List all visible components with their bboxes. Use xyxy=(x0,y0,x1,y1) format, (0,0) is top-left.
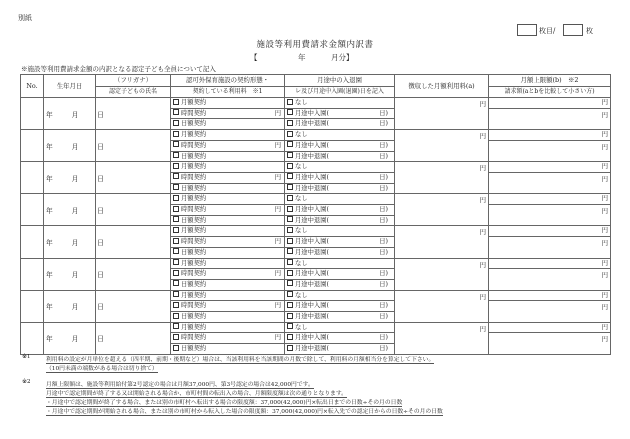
inout-day-close: 日) xyxy=(379,302,388,310)
checkbox-icon[interactable] xyxy=(173,120,179,126)
inout-option-none[interactable] xyxy=(285,194,395,205)
inout-day-close: 日) xyxy=(379,248,388,256)
checkbox-icon[interactable] xyxy=(173,291,179,297)
fee-yen: 円 xyxy=(479,324,486,333)
cap-yen: 円 xyxy=(601,226,608,235)
inout-option-none[interactable] xyxy=(285,258,395,269)
table-row xyxy=(21,258,611,269)
contract-option-hourly[interactable] xyxy=(171,140,285,151)
footnote-2-line2: 月途中で認定期間が終了する又は開始される場合か、市町村間の転出入の場合、月額限度額は次の通りとなります。 xyxy=(46,388,347,398)
contract-option-monthly[interactable] xyxy=(171,258,285,269)
contract-option-hourly[interactable] xyxy=(171,301,285,312)
contract-option-hourly[interactable] xyxy=(171,237,285,248)
form-title: 施設等利用費請求金額内訳書 xyxy=(256,40,374,50)
page-number-field[interactable] xyxy=(517,24,537,36)
cap-amount-cell[interactable] xyxy=(489,322,611,333)
claim-amount-cell[interactable] xyxy=(489,301,611,322)
checkbox-icon[interactable] xyxy=(287,238,293,244)
contract-option-label: 月額契約 xyxy=(181,323,207,331)
inout-option-label: なし xyxy=(295,259,308,267)
inout-option-label: 月途中入園( xyxy=(295,109,329,117)
contract-option-hourly[interactable] xyxy=(171,108,285,119)
cap-yen: 円 xyxy=(601,162,608,171)
contract-option-label: 月額契約 xyxy=(181,131,207,139)
cap-yen: 円 xyxy=(601,98,608,106)
table-row xyxy=(21,194,611,205)
row-number[interactable] xyxy=(21,290,44,322)
page-total-label: 枚 xyxy=(586,27,593,35)
footnote-1-line2: （10円未満の端数がある場合は切り捨て） xyxy=(46,363,158,373)
inout-option-label: 月途中退園( xyxy=(295,280,329,288)
header-inout-1: 月途中の入退園 xyxy=(285,75,395,87)
header-contract-2: 契約している利用料 ※1 xyxy=(171,87,285,98)
contract-option-label: 時間契約 xyxy=(181,334,207,342)
inout-option-mid_entry[interactable] xyxy=(285,269,395,280)
contract-option-label: 日額契約 xyxy=(181,248,207,256)
contract-option-label: 日額契約 xyxy=(181,184,207,192)
inout-day-close: 日) xyxy=(379,280,388,288)
checkbox-icon[interactable] xyxy=(173,195,179,201)
table-row xyxy=(21,98,611,109)
header-contract-1: 認可外保育施設の契約形態・ xyxy=(171,75,285,87)
contract-option-monthly[interactable] xyxy=(171,290,285,301)
contract-option-label: 時間契約 xyxy=(181,109,207,117)
contract-option-daily[interactable] xyxy=(171,279,285,290)
cap-yen: 円 xyxy=(601,194,608,203)
inout-option-none[interactable] xyxy=(285,98,395,109)
inout-day-close: 日) xyxy=(379,238,388,246)
cap-amount-cell[interactable] xyxy=(489,258,611,269)
checkbox-icon[interactable] xyxy=(173,173,179,179)
contract-option-hourly[interactable] xyxy=(171,205,285,216)
footnote-1-line1: 利用料の設定が月単位を超える（四半期、前期・後期など）場合は、当該利用料を当該期間の月数で除して、利用料の月額相当分を算定して下さい。 xyxy=(46,354,434,364)
inout-option-label: 月途中入園( xyxy=(295,302,329,310)
cap-yen: 円 xyxy=(601,130,608,139)
contract-option-monthly[interactable] xyxy=(171,162,285,173)
footnote-2-line3: ・月途中で認定期間が終了する場合、または別の市町村へ転出する場合の限度額：37,000(42,000)円×転出日までの日数÷その月の日数 xyxy=(46,397,402,407)
contract-option-label: 月額契約 xyxy=(181,259,207,267)
row-dob[interactable]: 年 月 日 xyxy=(44,194,96,226)
inout-option-label: 月途中退園( xyxy=(295,313,329,321)
inout-option-mid_exit[interactable] xyxy=(285,279,395,290)
row-number[interactable] xyxy=(21,194,44,226)
header-monthly-fee: 徴収した月額利用料(a) xyxy=(395,75,489,98)
breakdown-table xyxy=(20,74,611,355)
contract-yen: 円 xyxy=(274,302,281,310)
checkbox-icon[interactable] xyxy=(173,270,179,276)
fee-yen: 円 xyxy=(479,132,486,141)
header-name-kana: （フリガナ） xyxy=(96,75,171,87)
inout-option-label: 月途中退園( xyxy=(295,248,329,256)
contract-option-daily[interactable] xyxy=(171,344,285,355)
checkbox-icon[interactable] xyxy=(173,259,179,265)
inout-option-label: 月途中退園( xyxy=(295,345,329,353)
row-number[interactable] xyxy=(21,226,44,258)
claim-yen: 円 xyxy=(601,239,608,248)
claim-yen: 円 xyxy=(601,207,608,216)
checkbox-icon[interactable] xyxy=(287,280,293,286)
contract-option-label: 月額契約 xyxy=(181,99,207,106)
contract-yen: 円 xyxy=(274,206,281,214)
checkbox-icon[interactable] xyxy=(287,270,293,276)
contract-option-label: 日額契約 xyxy=(181,313,207,321)
monthly-fee-cell[interactable] xyxy=(395,98,489,130)
checkbox-icon[interactable] xyxy=(287,334,293,340)
checkbox-icon[interactable] xyxy=(173,206,179,212)
inout-option-label: 月途中退園( xyxy=(295,184,329,192)
claim-amount-cell[interactable] xyxy=(489,237,611,258)
row-number[interactable] xyxy=(21,258,44,290)
period-year: 年 xyxy=(298,53,306,62)
row-number[interactable] xyxy=(21,162,44,194)
inout-day-close: 日) xyxy=(379,109,388,117)
row-number[interactable] xyxy=(21,98,44,130)
row-number[interactable] xyxy=(21,130,44,162)
cap-amount-cell[interactable] xyxy=(489,130,611,141)
claim-amount-cell[interactable] xyxy=(489,140,611,161)
inout-option-label: なし xyxy=(295,131,308,139)
checkbox-icon[interactable] xyxy=(173,184,179,190)
inout-day-close: 日) xyxy=(379,152,388,160)
checkbox-icon[interactable] xyxy=(173,216,179,222)
monthly-fee-cell[interactable] xyxy=(395,322,489,354)
inout-day-close: 日) xyxy=(379,184,388,192)
contract-option-label: 日額契約 xyxy=(181,120,207,128)
inout-option-none[interactable] xyxy=(285,290,395,301)
contract-option-daily[interactable] xyxy=(171,312,285,323)
contract-option-label: 月額契約 xyxy=(181,195,207,203)
row-dob[interactable]: 年 月 日 xyxy=(44,258,96,290)
inout-option-none[interactable] xyxy=(285,322,395,333)
monthly-fee-cell[interactable] xyxy=(395,290,489,322)
checkbox-icon[interactable] xyxy=(173,163,179,169)
checkbox-icon[interactable] xyxy=(173,99,179,105)
contract-option-hourly[interactable] xyxy=(171,172,285,183)
claim-yen: 円 xyxy=(601,335,608,344)
contract-option-label: 時間契約 xyxy=(181,173,207,181)
checkbox-icon[interactable] xyxy=(173,345,179,351)
checkbox-icon[interactable] xyxy=(287,184,293,190)
checkbox-icon[interactable] xyxy=(173,280,179,286)
inout-option-label: 月途中退園( xyxy=(295,152,329,160)
cap-yen: 円 xyxy=(601,290,608,299)
checkbox-icon[interactable] xyxy=(287,163,293,169)
inout-option-mid_exit[interactable] xyxy=(285,312,395,323)
inout-option-label: なし xyxy=(295,227,308,235)
checkbox-icon[interactable] xyxy=(173,323,179,329)
contract-option-label: 時間契約 xyxy=(181,302,207,310)
row-dob[interactable]: 年 月 日 xyxy=(44,98,96,130)
fee-yen: 円 xyxy=(479,100,486,108)
table-body xyxy=(21,98,611,355)
checkbox-icon[interactable] xyxy=(173,141,179,147)
inout-option-mid_exit[interactable] xyxy=(285,151,395,162)
inout-option-mid_exit[interactable] xyxy=(285,215,395,226)
inout-option-label: 月途中入園( xyxy=(295,206,329,214)
checkbox-icon[interactable] xyxy=(173,238,179,244)
checkbox-icon[interactable] xyxy=(287,99,293,105)
claim-yen: 円 xyxy=(601,142,608,151)
monthly-fee-cell[interactable] xyxy=(395,226,489,258)
row-dob[interactable]: 年 月 日 xyxy=(44,290,96,322)
contract-yen: 円 xyxy=(274,109,281,117)
checkbox-icon[interactable] xyxy=(173,131,179,137)
claim-yen: 円 xyxy=(601,110,608,119)
contract-option-daily[interactable] xyxy=(171,215,285,226)
claim-amount-cell[interactable] xyxy=(489,108,611,129)
footnote-1-mark: ※1 xyxy=(22,354,31,360)
checkbox-icon[interactable] xyxy=(287,259,293,265)
table-row xyxy=(21,290,611,301)
contract-yen: 円 xyxy=(274,141,281,149)
checkbox-icon[interactable] xyxy=(287,227,293,233)
contract-option-label: 日額契約 xyxy=(181,216,207,224)
checkbox-icon[interactable] xyxy=(287,120,293,126)
checkbox-icon[interactable] xyxy=(173,248,179,254)
checkbox-icon[interactable] xyxy=(287,195,293,201)
header-cap-2: 請求額(aとbを比較して小さい方) xyxy=(489,87,611,98)
inout-day-close: 日) xyxy=(379,345,388,353)
claim-amount-cell[interactable] xyxy=(489,172,611,193)
table-row xyxy=(21,226,611,237)
inout-option-label: 月途中退園( xyxy=(295,120,329,128)
inout-day-close: 日) xyxy=(379,216,388,224)
fee-yen: 円 xyxy=(479,292,486,301)
cap-yen: 円 xyxy=(601,258,608,267)
period-bracket-open: 【 xyxy=(250,53,258,62)
inout-day-close: 日) xyxy=(379,120,388,128)
inout-option-mid_entry[interactable] xyxy=(285,237,395,248)
inout-option-mid_exit[interactable] xyxy=(285,183,395,194)
page-total-field[interactable] xyxy=(563,24,583,36)
checkbox-icon[interactable] xyxy=(287,131,293,137)
footnote-2-line4: ・月途中で認定期間が開始される場合、または別の市町村から転入した場合の限度額：37,000(42,000)円×転入先での認定日からの日数÷その月の日数 xyxy=(46,406,443,416)
inout-option-none[interactable] xyxy=(285,130,395,141)
contract-option-monthly[interactable] xyxy=(171,130,285,141)
fee-yen: 円 xyxy=(479,164,486,173)
inout-option-mid_exit[interactable] xyxy=(285,119,395,130)
checkbox-icon[interactable] xyxy=(173,109,179,115)
inout-option-label: 月途中退園( xyxy=(295,216,329,224)
claim-amount-cell[interactable] xyxy=(489,205,611,226)
inout-option-mid_exit[interactable] xyxy=(285,344,395,355)
checkbox-icon[interactable] xyxy=(173,334,179,340)
contract-option-label: 日額契約 xyxy=(181,152,207,160)
inout-option-label: なし xyxy=(295,195,308,203)
inout-option-mid_exit[interactable] xyxy=(285,247,395,258)
checkbox-icon[interactable] xyxy=(173,227,179,233)
claim-yen: 円 xyxy=(601,271,608,280)
contract-option-label: 時間契約 xyxy=(181,270,207,278)
contract-option-label: 月額契約 xyxy=(181,291,207,299)
contract-yen: 円 xyxy=(274,238,281,246)
contract-option-monthly[interactable] xyxy=(171,322,285,333)
inout-option-label: なし xyxy=(295,163,308,171)
row-number[interactable] xyxy=(21,322,44,354)
fee-yen: 円 xyxy=(479,260,486,269)
monthly-fee-cell[interactable] xyxy=(395,194,489,226)
contract-option-daily[interactable] xyxy=(171,183,285,194)
inout-day-close: 日) xyxy=(379,313,388,321)
contract-option-label: 時間契約 xyxy=(181,206,207,214)
contract-yen: 円 xyxy=(274,270,281,278)
cap-amount-cell[interactable] xyxy=(489,162,611,173)
inout-day-close: 日) xyxy=(379,141,388,149)
claim-amount-cell[interactable] xyxy=(489,333,611,354)
inout-day-close: 日) xyxy=(379,270,388,278)
inout-option-label: なし xyxy=(295,291,308,299)
table-row xyxy=(21,162,611,173)
inout-option-none[interactable] xyxy=(285,162,395,173)
inout-option-none[interactable] xyxy=(285,226,395,237)
checkbox-icon[interactable] xyxy=(287,313,293,319)
footnote-2-mark: ※2 xyxy=(22,379,31,385)
checkbox-icon[interactable] xyxy=(287,216,293,222)
inout-day-close: 日) xyxy=(379,173,388,181)
contract-option-daily[interactable] xyxy=(171,151,285,162)
row-dob[interactable]: 年 月 日 xyxy=(44,162,96,194)
checkbox-icon[interactable] xyxy=(287,323,293,329)
page-of-label: 枚目/ xyxy=(539,27,556,35)
header-inout-2: レ及び月途中入園(退園)日を記入 xyxy=(285,87,395,98)
inout-option-label: なし xyxy=(295,323,308,331)
contract-option-label: 時間契約 xyxy=(181,141,207,149)
period-month: 月分】 xyxy=(331,53,354,62)
checkbox-icon[interactable] xyxy=(287,152,293,158)
fee-yen: 円 xyxy=(479,196,486,205)
cap-amount-cell[interactable] xyxy=(489,98,611,109)
cap-amount-cell[interactable] xyxy=(489,226,611,237)
footnote-2-line1: 月額上限額は、施設等利用給付第2号認定の場合は月額37,000円、第3号認定の場合は42,000円です。 xyxy=(46,379,314,389)
contract-option-monthly[interactable] xyxy=(171,226,285,237)
contract-yen: 円 xyxy=(274,173,281,181)
checkbox-icon[interactable] xyxy=(287,248,293,254)
contract-option-monthly[interactable] xyxy=(171,194,285,205)
monthly-fee-cell[interactable] xyxy=(395,130,489,162)
cap-yen: 円 xyxy=(601,322,608,331)
contract-yen: 円 xyxy=(274,334,281,342)
contract-option-label: 日額契約 xyxy=(181,280,207,288)
checkbox-icon[interactable] xyxy=(173,313,179,319)
row-dob[interactable]: 年 月 日 xyxy=(44,322,96,354)
fee-yen: 円 xyxy=(479,228,486,237)
inout-day-close: 日) xyxy=(379,206,388,214)
checkbox-icon[interactable] xyxy=(287,206,293,212)
claim-yen: 円 xyxy=(601,174,608,183)
contract-option-hourly[interactable] xyxy=(171,333,285,344)
checkbox-icon[interactable] xyxy=(287,302,293,308)
inout-option-mid_entry[interactable] xyxy=(285,301,395,312)
table-row xyxy=(21,322,611,333)
cap-amount-cell[interactable] xyxy=(489,290,611,301)
cap-amount-cell[interactable] xyxy=(489,194,611,205)
monthly-fee-cell[interactable] xyxy=(395,162,489,194)
contract-option-label: 月額契約 xyxy=(181,227,207,235)
contract-option-monthly[interactable] xyxy=(171,98,285,109)
contract-option-label: 時間契約 xyxy=(181,238,207,246)
contract-option-label: 月額契約 xyxy=(181,163,207,171)
inout-option-label: 月途中入園( xyxy=(295,173,329,181)
claim-amount-cell[interactable] xyxy=(489,269,611,290)
checkbox-icon[interactable] xyxy=(287,141,293,147)
inout-option-mid_entry[interactable] xyxy=(285,205,395,216)
inout-option-mid_entry[interactable] xyxy=(285,333,395,344)
inout-option-mid_entry[interactable] xyxy=(285,108,395,119)
inout-option-label: 月途中入園( xyxy=(295,334,329,342)
checkbox-icon[interactable] xyxy=(287,173,293,179)
inout-option-label: 月途中入園( xyxy=(295,141,329,149)
contract-option-hourly[interactable] xyxy=(171,269,285,280)
claim-yen: 円 xyxy=(601,303,608,312)
inout-day-close: 日) xyxy=(379,334,388,342)
checkbox-icon[interactable] xyxy=(287,345,293,351)
attachment-label: 別紙 xyxy=(18,14,32,22)
inout-option-label: なし xyxy=(295,99,308,106)
contract-option-daily[interactable] xyxy=(171,119,285,130)
checkbox-icon[interactable] xyxy=(173,302,179,308)
header-dob: 生年月日 xyxy=(44,75,96,98)
inout-option-label: 月途中入園( xyxy=(295,238,329,246)
header-name: 認定子どもの氏名 xyxy=(96,87,171,98)
inout-option-mid_entry[interactable] xyxy=(285,172,395,183)
contract-option-daily[interactable] xyxy=(171,247,285,258)
inout-option-label: 月途中入園( xyxy=(295,270,329,278)
instruction-note: ※施設等利用費請求金額の内訳となる認定子ども全員について記入 xyxy=(21,65,216,73)
monthly-fee-cell[interactable] xyxy=(395,258,489,290)
checkbox-icon[interactable] xyxy=(173,152,179,158)
checkbox-icon[interactable] xyxy=(287,109,293,115)
header-cap-1: 月額上限額(b) ※2 xyxy=(489,75,611,87)
row-dob[interactable]: 年 月 日 xyxy=(44,226,96,258)
contract-option-label: 日額契約 xyxy=(181,345,207,353)
checkbox-icon[interactable] xyxy=(287,291,293,297)
row-dob[interactable]: 年 月 日 xyxy=(44,130,96,162)
inout-option-mid_entry[interactable] xyxy=(285,140,395,151)
header-no: No. xyxy=(21,75,44,98)
table-row xyxy=(21,130,611,141)
